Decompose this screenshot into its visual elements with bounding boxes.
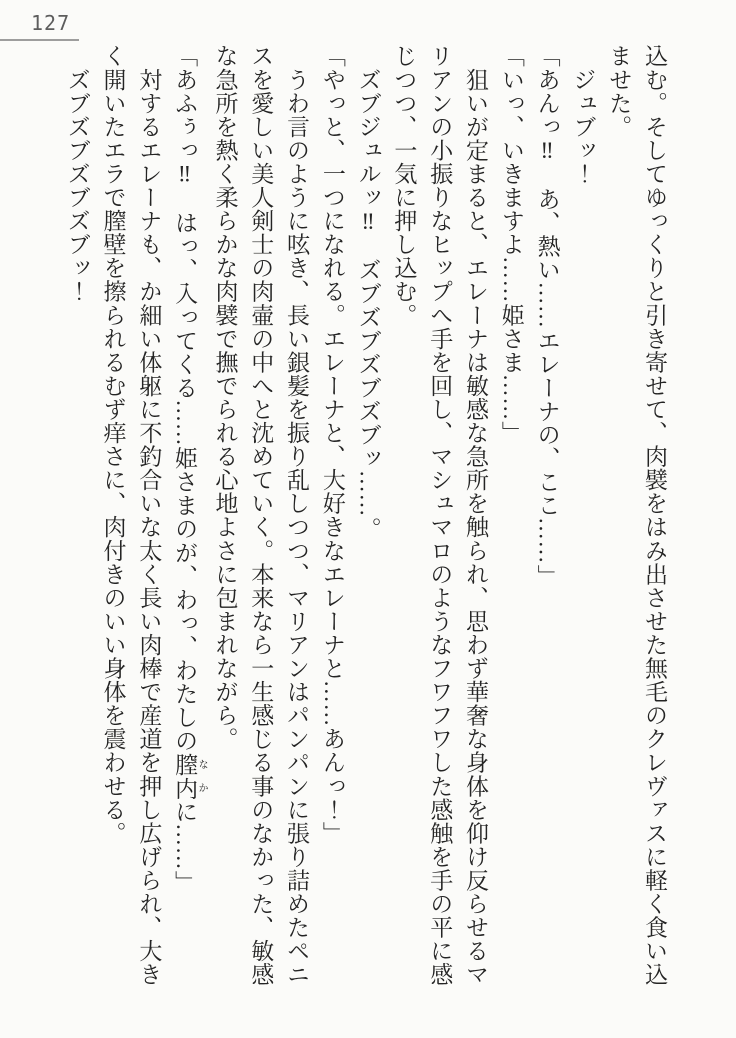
text-line: スを愛しい美人剣士の肉壷の中へと沈めていく。本来なら一生感じる事のなかった、敏感 [248,44,274,986]
text-line: じつつ、一気に押し込む。 [391,44,417,327]
text-line: 対するエレーナも、か細い体躯に不釣合いな太く長い肉棒で産道を押し広げられ、大き [136,44,162,986]
ruby-annotated-word: 膣内 なか [172,752,208,800]
page-number-label: 127 [31,11,71,35]
text-line: 「あふぅっ‼ はっ、入ってくる……姫さまのが、わっ、わたしの膣内 なかに……」 [172,44,208,894]
ruby-reading: なか [196,752,208,800]
text-line: ズブズブズブズブッ！ [64,44,90,304]
text-line: 「やっと、一つになれる。エレーナと、大好きなエレーナと……あんっ！」 [319,44,345,845]
text-line: 「いっ、いきますよ……姫さま……」 [498,44,524,445]
text-line: ズブジュルッ‼ ズブズブズブズブッ……。 [355,44,381,541]
text-line: ませた。 [606,44,632,139]
text-line: 狙いが定まると、エレーナは敏感な急所を触られ、思わず華奢な身体を仰け反らせるマ [463,44,489,986]
text-line: く開いたエラで膣壁を擦られるむず痒さに、肉付きのいい身体を震わせる。 [100,44,126,845]
text-line: リアンの小振りなヒップへ手を回し、マシュマロのようなフワフワした感触を手の平に感 [427,44,453,986]
page-text [59,44,672,988]
text-line: な急所を熱く柔らかな肉襞で撫でられる心地よさに包まれながら。 [212,44,238,751]
text-line: うわ言のように呟き、長い銀髪を振り乱しつつ、マリアンはパンパンに張り詰めたペニ [284,44,310,986]
text-line: 込む。そしてゆっくりと引き寄せて、肉襞をはみ出させた無毛のクレヴァスに軽く食い込 [642,44,667,986]
page-number [0,13,79,41]
text-line: ジュブッ！ [570,44,596,186]
text-line: 「あんっ‼ あ、熱い……エレーナの、ここ……」 [534,44,560,588]
